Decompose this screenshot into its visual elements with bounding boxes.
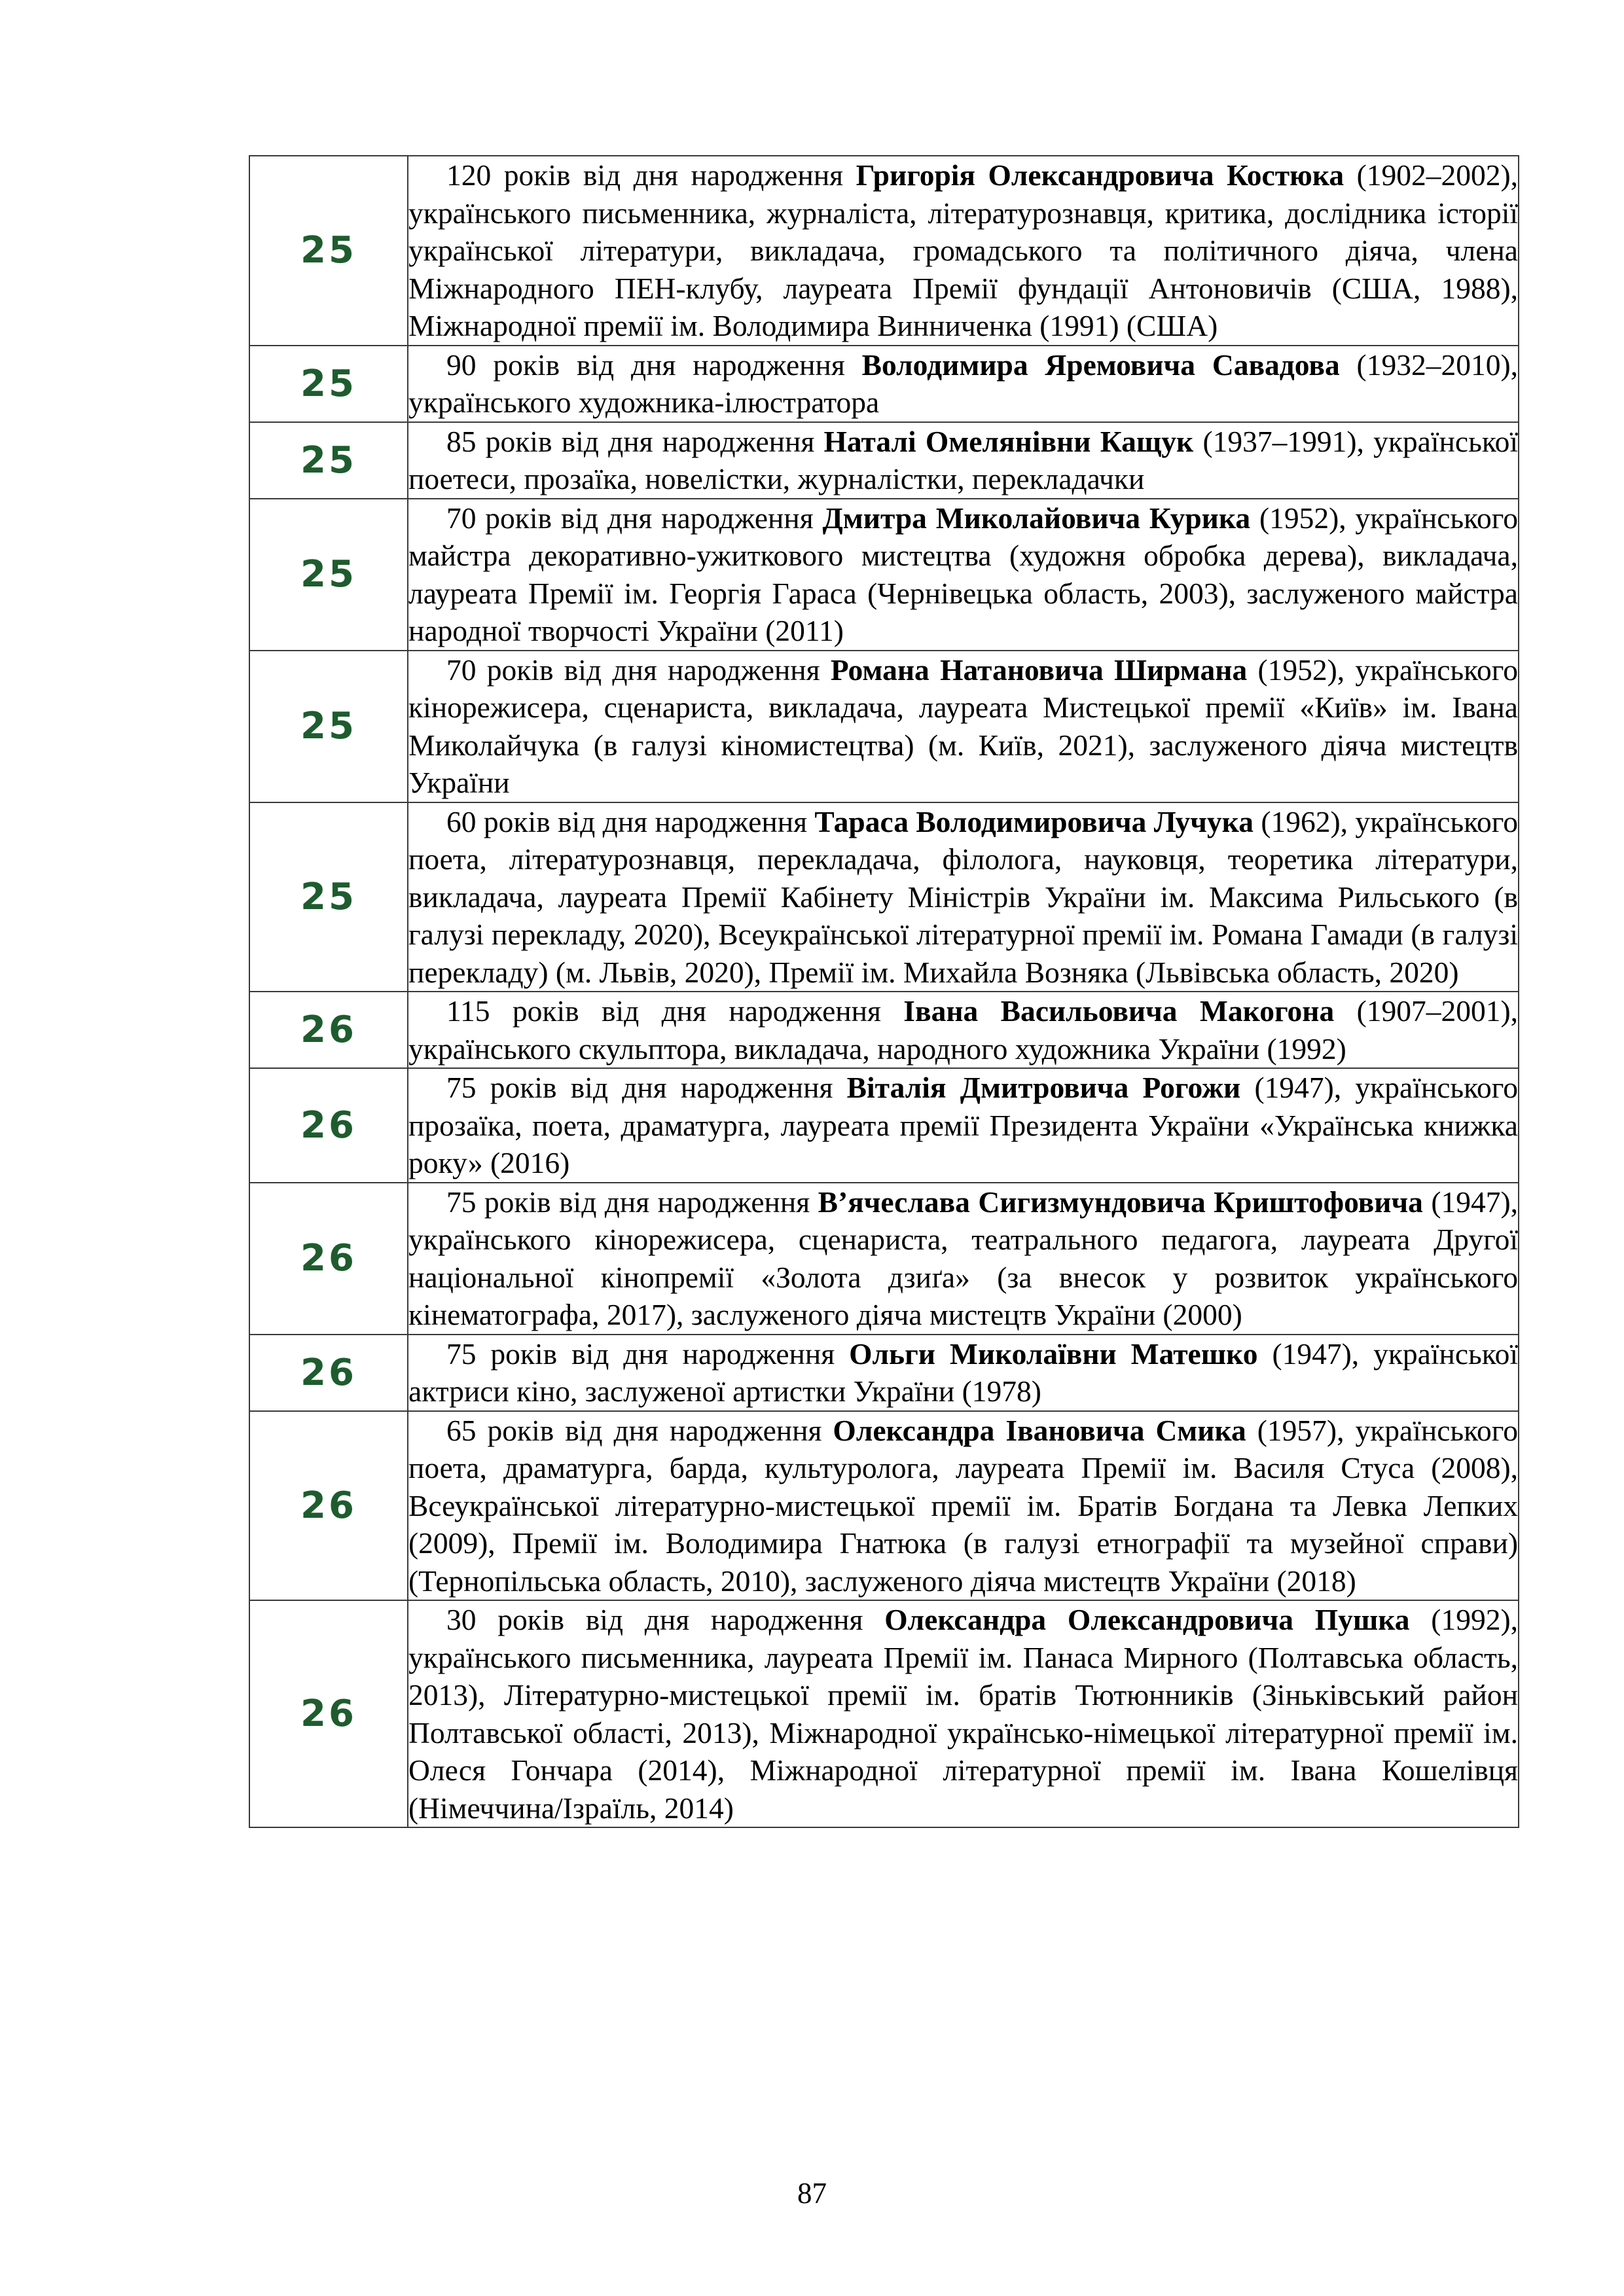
entry-cell (408, 1411, 1519, 1601)
day-number: 26 (300, 1693, 357, 1735)
entry-details: (1947), української актриси кіно, заслуженої артистки України (1978) (408, 1336, 1518, 1408)
entry-lead: 75 років від дня народження (446, 1185, 818, 1219)
entry-details: (1947), українського прозаїка, поета, драматурга, лауреата премії Президента України «Українська книжка року» (2016) (408, 1071, 1518, 1179)
entry-lead: 85 років від дня народження (446, 424, 824, 458)
entry-cell (408, 346, 1519, 422)
entry-lead: 60 років від дня народження (446, 804, 815, 838)
entry-text (408, 1335, 1518, 1410)
day-cell (249, 1600, 408, 1827)
person-name: Ольги Миколаївни Матешко (849, 1336, 1258, 1371)
day-cell (249, 1068, 408, 1183)
day-cell (249, 422, 408, 499)
day-number: 26 (300, 1237, 357, 1280)
entry-lead: 90 років від дня народження (446, 348, 862, 382)
day-cell (249, 1183, 408, 1335)
entry-lead: 75 років від дня народження (446, 1071, 847, 1104)
entry-cell (408, 992, 1519, 1068)
entry-cell (408, 802, 1519, 992)
person-name: Наталі Омелянівни Кащук (823, 424, 1194, 458)
entry-lead: 30 років від дня народження (446, 1603, 885, 1636)
person-name: Григорія Олександровича Костюка (856, 158, 1344, 192)
table-row (249, 499, 1519, 651)
entry-text (408, 1412, 1518, 1600)
day-cell (249, 802, 408, 992)
day-number: 25 (300, 229, 357, 272)
entry-text (408, 1601, 1518, 1827)
entry-lead: 65 років від дня народження (446, 1413, 833, 1447)
table-row (249, 1068, 1519, 1183)
day-number: 26 (300, 1484, 357, 1527)
person-name: Тараса Володимировича Лучука (814, 804, 1254, 838)
table-row (249, 992, 1519, 1068)
entry-cell (408, 422, 1519, 499)
entry-lead: 70 років від дня народження (446, 501, 823, 535)
entry-text (408, 992, 1518, 1067)
person-name: Романа Натановича Ширмана (830, 653, 1248, 687)
entry-text (408, 651, 1518, 802)
entry-details: (1952), українського майстра декоративно-ужиткового мистецтва (художня обробка дерева), викладача, лауреата Премії ім. Георгія Гараса (Чернівецька область, 2003), заслуженого майстра народної творчості України (2011) (408, 501, 1518, 647)
day-cell (249, 1335, 408, 1411)
table-row (249, 802, 1519, 992)
table-row (249, 156, 1519, 346)
entry-text (408, 346, 1518, 422)
anniversary-table (249, 155, 1519, 1828)
table-row (249, 1183, 1519, 1335)
person-name: Володимира Яремовича Савадова (861, 348, 1340, 382)
entry-lead: 75 років від дня народження (446, 1336, 850, 1371)
entry-details: (1902–2002), українського письменника, журналіста, літературознавця, критика, дослідника історії української літератури, викладача, громадського та політичного діяча, члена Міжнародного ПЕН-клубу, лауреата Премії фундації Антоновичів (США, 1988), Міжнародної премії ім. Володимира Винниченка (1991) (США) (408, 158, 1519, 342)
entry-text (408, 1069, 1518, 1182)
entry-details: (1907–2001), українського скульптора, викладача, народного художника України (1992) (408, 994, 1518, 1066)
entry-text (408, 423, 1518, 498)
day-cell (249, 992, 408, 1068)
entry-cell (408, 156, 1519, 346)
entry-lead: 120 років від дня народження (446, 158, 856, 192)
entry-details: (1937–1991), української поетеси, прозаїка, новелістки, журналістки, перекладачки (408, 424, 1519, 495)
day-cell (249, 156, 408, 346)
entry-lead: 115 років від дня народження (446, 994, 904, 1028)
entry-text (408, 499, 1518, 650)
day-cell (249, 346, 408, 422)
entry-details: (1992), українського письменника, лауреата Премії ім. Панаса Мирного (Полтавська область, 2013), Літературно-мистецької премії ім. братів Тютюнників (Зіньківський район Полтавської області, 2013), Міжнародної українсько-німецької літературної премії ім. Олеся Гончара (2014), Міжнародної літературної премії ім. Івана Кошелівця (Німеччина/Ізраїль, 2014) (408, 1603, 1518, 1825)
person-name: Івана Васильовича Макогона (903, 994, 1335, 1028)
entry-details: (1957), українського поета, драматурга, барда, культуролога, лауреата Премії ім. Василя Стуса (2008), Всеукраїнської літературно-мистецької премії ім. Братів Богдана та Левка Лепких (2009), Премії ім. Володимира Гнатюка (в галузі етнографії та музейної справи) (Тернопільська область, 2010), заслуженого діяча мистецтв України (2018) (408, 1413, 1519, 1598)
person-name: Дмитра Миколайовича Курика (822, 501, 1251, 535)
day-number: 25 (300, 875, 357, 918)
page-number: 87 (797, 2177, 827, 2210)
table-row (249, 422, 1519, 499)
entry-cell (408, 1183, 1519, 1335)
entry-text (408, 156, 1518, 345)
day-number: 26 (300, 1103, 357, 1147)
day-cell (249, 1411, 408, 1601)
entry-details: (1932–2010), українського художника-ілюстратора (408, 348, 1518, 419)
entry-cell (408, 1335, 1519, 1411)
day-cell (249, 499, 408, 651)
day-number: 25 (300, 362, 357, 405)
entry-details: (1947), українського кінорежисера, сценариста, театрального педагога, лауреата Другої національної кінопремії «Золота дзиґа» (за внесок у розвиток українського кінематографа, 2017), заслуженого діяча мистецтв України (2000) (408, 1185, 1518, 1331)
day-number: 26 (300, 1009, 357, 1051)
entry-text (408, 803, 1518, 992)
table-row (249, 1600, 1519, 1827)
entry-text (408, 1183, 1518, 1334)
entry-cell (408, 1068, 1519, 1183)
entry-details: (1952), українського кінорежисера, сценариста, викладача, лауреата Мистецької премії «Київ» ім. Івана Миколайчука (в галузі кіномистецтва) (м. Київ, 2021), заслуженого діяча мистецтв України (408, 653, 1518, 799)
entry-cell (408, 651, 1519, 802)
person-name: Олександра Олександровича Пушка (884, 1603, 1410, 1636)
entry-details: (1962), українського поета, літературознавця, перекладача, філолога, науковця, теоретика літератури, викладача, лауреата Премії Кабінету Міністрів України ім. Максима Рильського (в галузі перекладу, 2020), Всеукраїнської літературної премії ім. Романа Гамади (в галузі перекладу) (м. Львів, 2020), Премії ім. Михайла Возняка (Львівська область, 2020) (408, 804, 1518, 989)
day-number: 25 (300, 439, 357, 482)
entry-cell (408, 1600, 1519, 1827)
day-number: 26 (300, 1351, 357, 1394)
entry-cell (408, 499, 1519, 651)
table-row (249, 651, 1519, 802)
person-name: Олександра Івановича Смика (833, 1413, 1246, 1447)
day-cell (249, 651, 408, 802)
table-row (249, 346, 1519, 422)
table-row (249, 1335, 1519, 1411)
entry-lead: 70 років від дня народження (446, 653, 831, 687)
day-number: 25 (300, 705, 357, 747)
day-number: 25 (300, 553, 357, 596)
table-row (249, 1411, 1519, 1601)
person-name: В’ячеслава Сигизмундовича Криштофовича (818, 1185, 1423, 1219)
person-name: Віталія Дмитровича Рогожи (846, 1071, 1241, 1104)
